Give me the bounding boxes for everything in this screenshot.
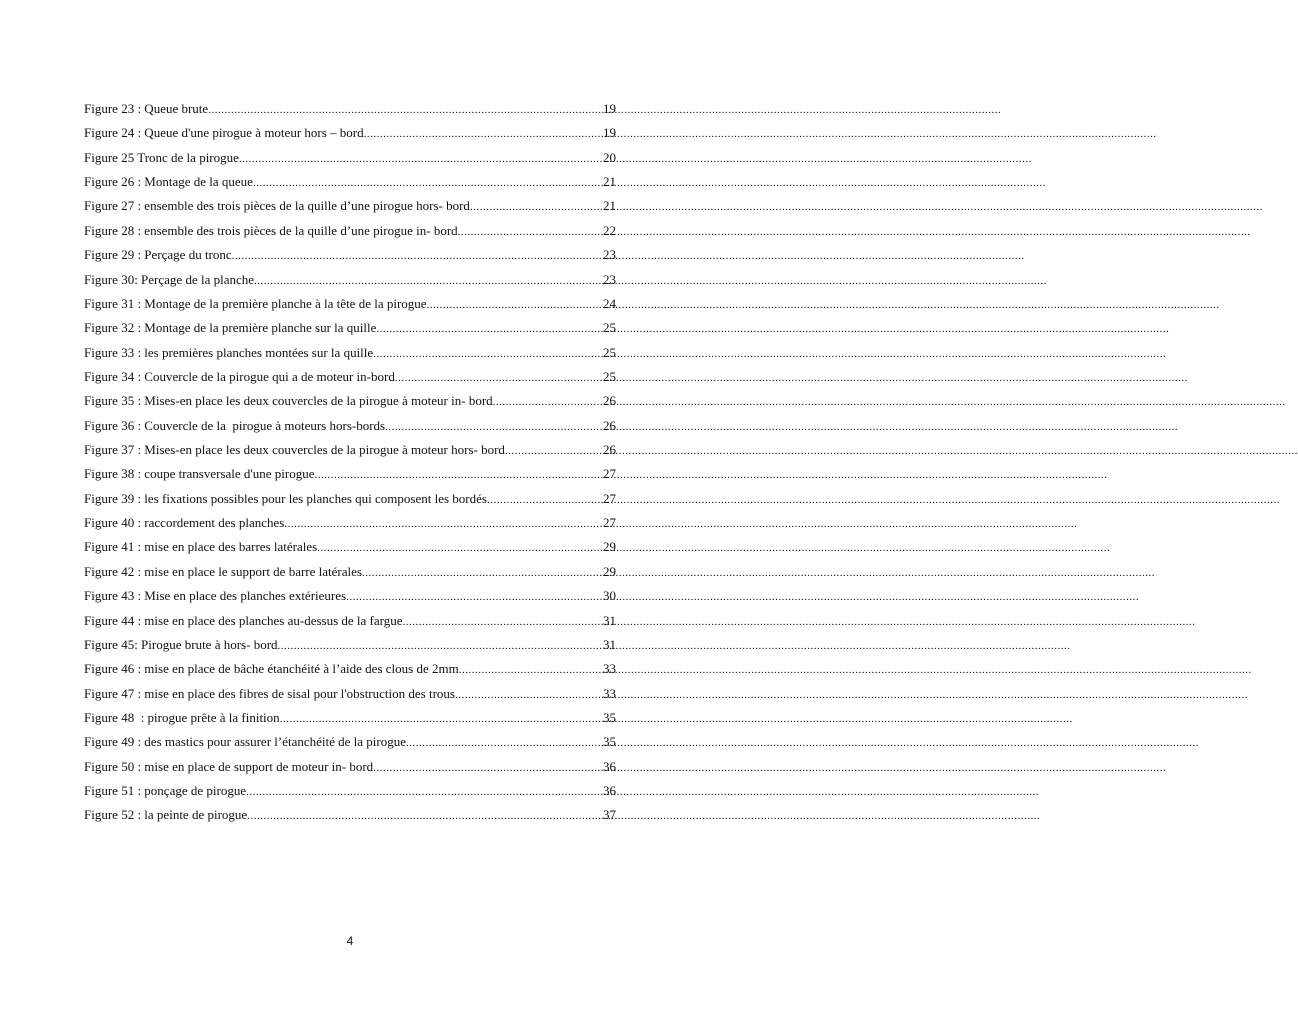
toc-entry-title: Figure 30: Perçage de la planche <box>84 271 255 287</box>
dot-leader <box>427 296 601 314</box>
dot-leader <box>373 345 601 363</box>
toc-entry-page-number: 25 <box>603 344 616 360</box>
toc-entry-page-number: 21 <box>603 174 616 190</box>
toc-entry-page-number: 25 <box>603 368 616 384</box>
toc-entry-page-number: 29 <box>603 563 616 579</box>
toc-entry[interactable] <box>84 514 616 538</box>
toc-entry-page-number: 27 <box>603 515 616 531</box>
toc-entry-page-number: 23 <box>603 247 616 263</box>
toc-entry[interactable] <box>84 222 616 246</box>
toc-entry[interactable] <box>84 271 616 295</box>
toc-entry-title: Figure 52 : la peinte de pirogue <box>84 807 248 823</box>
toc-entry-page-number: 23 <box>603 271 616 287</box>
toc-entry-title: Figure 27 : ensemble des trois pièces de la quille d’une pirogue hors- bord <box>84 198 470 214</box>
toc-entry[interactable] <box>84 100 616 124</box>
toc-entry[interactable] <box>84 197 616 221</box>
toc-entry[interactable] <box>84 465 616 489</box>
toc-entry-page-number: 36 <box>603 783 616 799</box>
dot-leader <box>284 515 601 533</box>
toc-entry[interactable] <box>84 733 616 757</box>
toc-entry-page-number: 24 <box>603 295 616 311</box>
dot-leader <box>278 637 601 655</box>
toc-entry[interactable] <box>84 660 616 684</box>
toc-entry-page-number: 21 <box>603 198 616 214</box>
dot-leader <box>505 442 601 460</box>
dot-leader <box>493 393 601 411</box>
toc-entry-title: Figure 29 : Perçage du tronc <box>84 247 232 263</box>
toc-entry-page-number: 30 <box>603 588 616 604</box>
toc-entry-title: Figure 25 Tronc de la pirogue <box>84 149 239 165</box>
toc-entry-page-number: 37 <box>603 807 616 823</box>
dot-leader <box>247 807 601 825</box>
toc-entry-page-number: 25 <box>603 320 616 336</box>
toc-entry-page-number: 22 <box>603 222 616 238</box>
toc-entry-page-number: 35 <box>603 709 616 725</box>
toc-entry-title: Figure 50 : mise en place de support de moteur in- bord <box>84 758 374 774</box>
dot-leader <box>362 564 601 582</box>
toc-entry-title: Figure 41 : mise en place des barres latérales <box>84 539 318 555</box>
toc-entry-page-number: 26 <box>603 417 616 433</box>
toc-entry[interactable] <box>84 806 616 830</box>
toc-entry-title: Figure 28 : ensemble des trois pièces de la quille d’une pirogue in- bord <box>84 222 458 238</box>
toc-entry-page-number: 36 <box>603 758 616 774</box>
dot-leader <box>280 710 601 728</box>
toc-entry[interactable] <box>84 149 616 173</box>
toc-entry[interactable] <box>84 709 616 733</box>
toc-entry[interactable] <box>84 563 616 587</box>
toc-entry-page-number: 27 <box>603 466 616 482</box>
toc-entry[interactable] <box>84 782 616 806</box>
toc-entry-title: Figure 26 : Montage de la queue <box>84 174 253 190</box>
toc-entry[interactable] <box>84 612 616 636</box>
dot-leader <box>232 247 601 265</box>
toc-entry-title: Figure 48 : pirogue prête à la finition <box>84 709 280 725</box>
dot-leader <box>487 491 601 509</box>
toc-entry-page-number: 20 <box>603 149 616 165</box>
toc-entry[interactable] <box>84 417 616 441</box>
toc-entry[interactable] <box>84 173 616 197</box>
dot-leader <box>315 466 602 484</box>
dot-leader <box>253 174 601 192</box>
toc-entry-title: Figure 36 : Couvercle de la pirogue à moteurs hors-bords <box>84 417 386 433</box>
toc-entry-title: Figure 45: Pirogue brute à hors- bord <box>84 636 278 652</box>
toc-entry-page-number: 33 <box>603 661 616 677</box>
toc-entry-title: Figure 49 : des mastics pour assurer l’étanchéité de la pirogue <box>84 734 407 750</box>
dot-leader <box>317 539 601 557</box>
dot-leader <box>346 588 601 606</box>
dot-leader <box>403 613 601 631</box>
toc-entry-title: Figure 38 : coupe transversale d'une pirogue <box>84 466 315 482</box>
toc-entry-title: Figure 24 : Queue d'une pirogue à moteur hors – bord <box>84 125 364 141</box>
toc-entry-title: Figure 23 : Queue brute <box>84 101 209 116</box>
dot-leader <box>376 320 601 338</box>
dot-leader <box>373 759 601 777</box>
toc-entry-title: Figure 47 : mise en place des fibres de sisal pour l'obstruction des trous <box>84 685 455 701</box>
toc-entry[interactable] <box>84 295 616 319</box>
dot-leader <box>406 734 601 752</box>
dot-leader <box>455 686 601 704</box>
toc-entry[interactable] <box>84 246 616 270</box>
toc-entry-page-number: 19 <box>603 101 616 116</box>
toc-entry[interactable] <box>84 758 616 782</box>
dot-leader <box>458 223 601 241</box>
toc-entry[interactable] <box>84 685 616 709</box>
page-number: 4 <box>346 934 354 948</box>
toc-entry-title: Figure 46 : mise en place de bâche étanchéité à l’aide des clous de 2mm <box>84 661 459 677</box>
toc-entry-page-number: 26 <box>603 393 616 409</box>
dot-leader <box>459 661 601 679</box>
toc-entry[interactable] <box>84 441 616 465</box>
dot-leader <box>208 101 601 119</box>
toc-entry[interactable] <box>84 319 616 343</box>
toc-entry[interactable] <box>84 368 616 392</box>
dot-leader <box>246 783 601 801</box>
toc-entry[interactable] <box>84 392 616 416</box>
dot-leader <box>395 369 601 387</box>
toc-entry-title: Figure 31 : Montage de la première planche à la tête de la pirogue <box>84 295 427 311</box>
toc-entry[interactable] <box>84 344 616 368</box>
toc-entry-title: Figure 35 : Mises-en place les deux couvercles de la pirogue à moteur in- bord <box>84 393 493 409</box>
toc-entry[interactable] <box>84 490 616 514</box>
toc-entry-title: Figure 40 : raccordement des planches <box>84 515 285 531</box>
toc-entry-page-number: 27 <box>603 490 616 506</box>
dot-leader <box>239 150 601 168</box>
toc-entry-page-number: 31 <box>603 636 616 652</box>
dot-leader <box>470 198 601 216</box>
toc-entry-title: Figure 42 : mise en place le support de barre latérales <box>84 563 362 579</box>
toc-entry[interactable] <box>84 538 616 562</box>
list-of-figures <box>84 100 616 831</box>
toc-entry-title: Figure 44 : mise en place des planches au-dessus de la fargue <box>84 612 403 628</box>
toc-entry-title: Figure 51 : ponçage de pirogue <box>84 783 247 799</box>
toc-entry-title: Figure 33 : les premières planches montées sur la quille <box>84 344 374 360</box>
toc-entry-page-number: 31 <box>603 612 616 628</box>
dot-leader <box>254 272 601 290</box>
dot-leader <box>364 125 601 143</box>
toc-entry-page-number: 35 <box>603 734 616 750</box>
toc-entry-page-number: 33 <box>603 685 616 701</box>
toc-entry-page-number: 19 <box>603 125 616 141</box>
toc-entry[interactable] <box>84 587 616 611</box>
toc-entry-page-number: 29 <box>603 539 616 555</box>
toc-entry-title: Figure 39 : les fixations possibles pour les planches qui composent les bordés <box>84 490 487 506</box>
dot-leader <box>385 418 601 436</box>
toc-entry-title: Figure 43 : Mise en place des planches extérieures <box>84 588 347 604</box>
toc-entry-title: Figure 37 : Mises-en place les deux couvercles de la pirogue à moteur hors- bord <box>84 442 505 458</box>
toc-entry[interactable] <box>84 636 616 660</box>
toc-entry-title: Figure 32 : Montage de la première planche sur la quille <box>84 320 377 336</box>
toc-entry[interactable] <box>84 124 616 148</box>
toc-entry-title: Figure 34 : Couvercle de la pirogue qui a de moteur in-bord <box>84 368 395 384</box>
toc-entry-page-number: 26 <box>603 442 616 458</box>
